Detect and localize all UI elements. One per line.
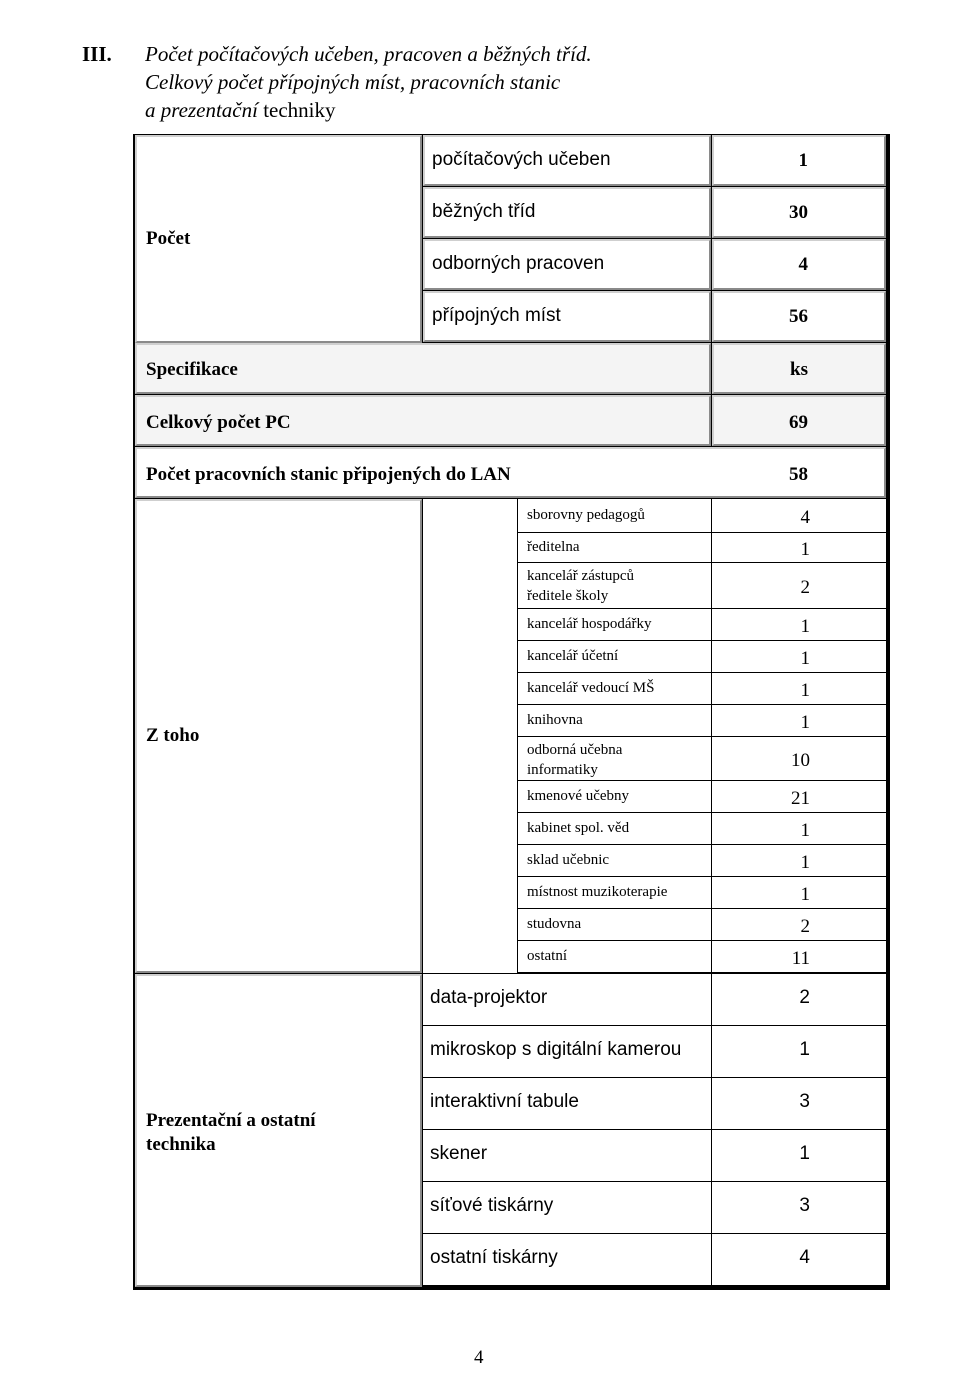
ztoho-row-number: 1	[800, 852, 810, 873]
ztoho-row-value	[712, 533, 886, 562]
tech-row-number: 3	[799, 1091, 810, 1112]
lan-label: Počet pracovních stanic připojených do LAN	[146, 464, 511, 485]
tech-label-2: technika	[146, 1134, 216, 1155]
tech-row-number: 3	[799, 1195, 810, 1216]
ztoho-gap	[423, 499, 517, 973]
ztoho-row-number: 21	[791, 788, 810, 809]
title-line-1: Počet počítačových učeben, pracoven a běžných tříd.	[145, 42, 592, 66]
page-number: 4	[474, 1347, 484, 1368]
ztoho-row-text: kancelář hospodářky	[527, 616, 652, 632]
pocet-row-label	[423, 291, 711, 342]
lan-value: 58	[789, 464, 808, 485]
ztoho-row-label	[518, 609, 711, 640]
tech-row-text: mikroskop s digitální kamerou	[430, 1039, 682, 1060]
ztoho-row-number: 2	[800, 577, 810, 598]
ztoho-row-number: 10	[791, 750, 810, 771]
ztoho-row-number: 1	[800, 712, 810, 733]
ztoho-row-value	[712, 705, 886, 736]
ztoho-row-number: 11	[791, 948, 810, 969]
ztoho-row-label	[518, 737, 711, 780]
ztoho-row-value	[712, 781, 886, 812]
ztoho-row-value	[712, 909, 886, 940]
pocet-row-label	[423, 135, 711, 186]
spec-unit: ks	[790, 359, 808, 380]
ztoho-row-number: 1	[800, 616, 810, 637]
ztoho-row-value	[712, 499, 886, 532]
tech-row-label	[423, 1026, 711, 1077]
pc-value: 69	[789, 412, 808, 433]
tech-row-label	[423, 1130, 711, 1181]
ztoho-row-text-2: informatiky	[527, 762, 598, 778]
tech-row-text: ostatní tiskárny	[430, 1247, 558, 1268]
ztoho-row-value	[712, 641, 886, 672]
ztoho-row-text: kancelář účetní	[527, 648, 619, 664]
tech-row-value	[712, 1182, 886, 1233]
title-line-2: Celkový počet přípojných míst, pracovních stanic	[145, 70, 561, 94]
ztoho-row-value	[712, 845, 886, 876]
ztoho-row-label	[518, 533, 711, 562]
ztoho-row-value	[712, 673, 886, 704]
title-line-3-rest: techniky	[263, 98, 336, 122]
ztoho-row-label	[518, 673, 711, 704]
ztoho-row-number: 1	[800, 539, 810, 560]
pocet-row-number: 4	[798, 254, 808, 275]
ztoho-row-text: místnost muzikoterapie	[527, 884, 668, 900]
pocet-row-label	[423, 239, 711, 290]
ztoho-row-value	[712, 813, 886, 844]
ztoho-row-text: kancelář vedoucí MŠ	[527, 680, 655, 696]
pc-label: Celkový počet PC	[146, 412, 291, 433]
ztoho-row-text: kabinet spol. věd	[527, 820, 630, 836]
tech-row-value	[712, 1078, 886, 1129]
tech-row-value	[712, 1026, 886, 1077]
ztoho-row-value	[712, 877, 886, 908]
pocet-label-cell	[135, 135, 422, 343]
ztoho-row-label	[518, 909, 711, 940]
pocet-label: Počet	[146, 228, 191, 249]
ztoho-row-label	[518, 941, 711, 972]
summary-table	[133, 134, 890, 1290]
section-number: III.	[82, 42, 112, 66]
pocet-row-number: 1	[798, 150, 808, 171]
pc-label-cell	[135, 395, 711, 446]
pocet-row-text: odborných pracoven	[432, 253, 605, 274]
ztoho-row-text: kmenové učebny	[527, 788, 630, 804]
pocet-row-value	[712, 291, 886, 342]
pocet-row-text: běžných tříd	[432, 201, 536, 222]
tech-row-text: data-projektor	[430, 987, 548, 1008]
tech-row-text: interaktivní tabule	[430, 1091, 579, 1112]
ztoho-row-label	[518, 563, 711, 608]
ztoho-row-label	[518, 845, 711, 876]
tech-row-text: síťové tiskárny	[430, 1195, 554, 1216]
pocet-row-label	[423, 187, 711, 238]
tech-row-text: skener	[430, 1143, 488, 1164]
ztoho-row-label	[518, 641, 711, 672]
ztoho-row-number: 2	[800, 916, 810, 937]
ztoho-row-number: 4	[800, 507, 810, 528]
title-line-3	[145, 96, 592, 124]
tech-row-number: 1	[799, 1143, 810, 1164]
ztoho-row-value	[712, 563, 886, 608]
pocet-row-number: 30	[789, 202, 808, 223]
ztoho-label: Z toho	[146, 725, 200, 746]
ztoho-row-text: sborovny pedagogů	[527, 507, 645, 523]
pocet-row-text: počítačových učeben	[432, 149, 611, 170]
tech-row-number: 1	[799, 1039, 810, 1060]
tech-label-1: Prezentační a ostatní	[146, 1110, 316, 1131]
ztoho-row-label	[518, 813, 711, 844]
section-title	[145, 40, 592, 124]
pocet-row-text: přípojných míst	[432, 305, 561, 326]
ztoho-row-text: odborná učebna	[527, 742, 623, 758]
tech-row-label	[423, 1078, 711, 1129]
ztoho-row-text: studovna	[527, 916, 582, 932]
ztoho-row-text: knihovna	[527, 712, 583, 728]
lan-row	[135, 447, 886, 498]
tech-row-number: 2	[799, 987, 810, 1008]
spec-label-cell	[135, 343, 711, 394]
ztoho-row-text: ředitelna	[527, 539, 580, 555]
ztoho-row-number: 1	[800, 648, 810, 669]
ztoho-row-label	[518, 705, 711, 736]
tech-row-label	[423, 1234, 711, 1285]
ztoho-row-label	[518, 877, 711, 908]
ztoho-row-label	[518, 499, 711, 532]
pocet-row-value	[712, 187, 886, 238]
tech-row-value	[712, 974, 886, 1025]
spec-unit-cell	[712, 343, 886, 394]
spec-label: Specifikace	[146, 359, 238, 380]
tech-row-value	[712, 1130, 886, 1181]
tech-row-label	[423, 1182, 711, 1233]
ztoho-row-label	[518, 781, 711, 812]
tech-row-label	[423, 974, 711, 1025]
tech-row-value	[712, 1234, 886, 1285]
pocet-row-value	[712, 239, 886, 290]
ztoho-row-number: 1	[800, 884, 810, 905]
pocet-row-number: 56	[789, 306, 808, 327]
ztoho-label-cell	[135, 499, 422, 973]
ztoho-row-text: kancelář zástupců	[527, 568, 635, 584]
pocet-row-value	[712, 135, 886, 186]
ztoho-row-value	[712, 941, 886, 972]
ztoho-row-number: 1	[800, 680, 810, 701]
ztoho-row-text: sklad učebnic	[527, 852, 610, 868]
ztoho-row-text-2: ředitele školy	[527, 588, 609, 604]
ztoho-row-value	[712, 609, 886, 640]
ztoho-row-text: ostatní	[527, 948, 567, 964]
tech-label-cell	[135, 974, 422, 1287]
tech-row-number: 4	[799, 1247, 810, 1268]
ztoho-row-number: 1	[800, 820, 810, 841]
pc-value-cell	[712, 395, 886, 446]
ztoho-row-value	[712, 737, 886, 780]
title-line-3-italic: a prezentační	[145, 98, 258, 122]
